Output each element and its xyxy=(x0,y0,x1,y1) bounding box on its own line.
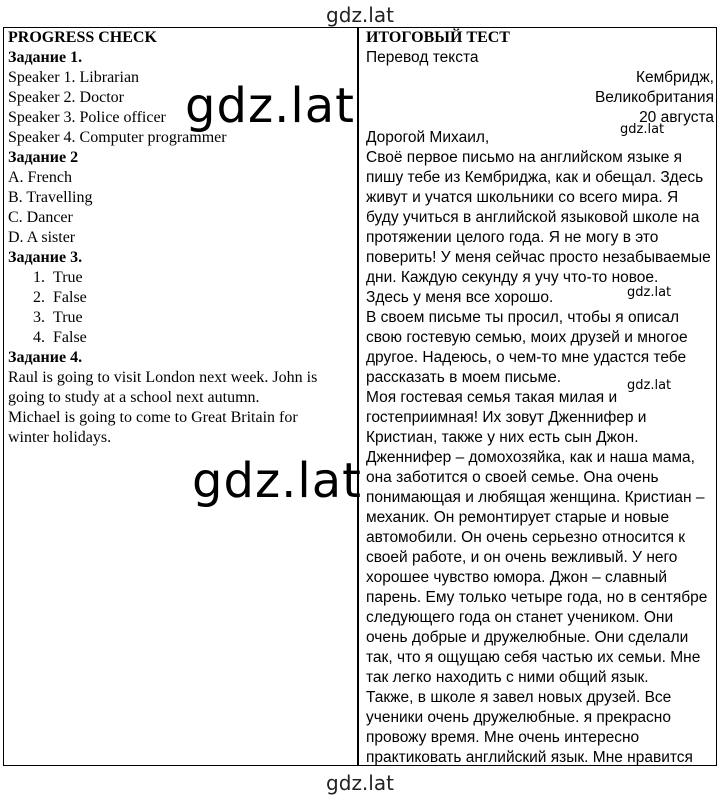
letter-line: она заботится о своей семье. Она очень xyxy=(366,469,659,486)
watermark-large: gdz.lat xyxy=(192,453,362,509)
letter-line: Своё первое письмо на английском языке я xyxy=(366,149,683,166)
letter-line: провожу время. Мне очень интересно xyxy=(366,729,640,746)
watermark-small: gdz.lat xyxy=(620,122,665,137)
letter-line: Дженнифер – домохозяйка, как и наша мама, xyxy=(366,449,695,466)
letter-line: ученики очень дружелюбные. я прекрасно xyxy=(366,709,671,726)
letter-body xyxy=(366,128,714,768)
address-city: Кембридж, xyxy=(635,69,714,86)
task3-heading: Задание 3. xyxy=(8,249,83,266)
letter-line: Кристиан, также у них есть сын Джон. xyxy=(366,429,639,446)
letter-line: буду учиться в английской языковой школе на xyxy=(366,209,700,226)
answer4-line: Michael is going to come to Great Britain for xyxy=(8,409,298,426)
answer3-value: True xyxy=(53,269,83,286)
letter-line: парень. Ему только четыре года, но в сентябре xyxy=(366,589,708,606)
letter-line: практиковать английский язык. Мне нравится xyxy=(366,749,693,766)
answer2-a: A. French xyxy=(8,169,72,186)
task2-heading: Задание 2 xyxy=(8,149,79,166)
letter-line: живут и учатся школьники со всего мира. Я xyxy=(366,189,679,206)
speaker-2: Speaker 2. Doctor xyxy=(8,89,124,106)
letter-line: очень добрые и дружелюбные. Они сделали xyxy=(366,629,689,646)
right-border xyxy=(716,27,717,765)
watermark-small: gdz.lat xyxy=(627,285,672,300)
answer3-number: 3. xyxy=(33,309,45,326)
answer3-number: 2. xyxy=(33,289,45,306)
answer2-b: B. Travelling xyxy=(8,189,93,206)
answer3-item xyxy=(8,288,354,308)
letter-line: следующего года он станет учеником. Они xyxy=(366,609,674,626)
letter-line: Также, в школе я завел новых друзей. Все xyxy=(366,689,672,706)
progress-check-title: PROGRESS CHECK xyxy=(8,29,157,46)
column-divider xyxy=(357,27,359,765)
answer3-number: 1. xyxy=(33,269,45,286)
answer4-line: Raul is going to visit London next week. John is xyxy=(8,369,318,386)
answer3-item xyxy=(8,268,354,288)
letter-line: понимающая и любящая женщина. Кристиан – xyxy=(366,489,705,506)
letter-line: гостеприимная! Их зовут Дженнифер и xyxy=(366,409,647,426)
letter-line: так легко находить с ними общий язык. xyxy=(366,669,649,686)
speaker-1: Speaker 1. Librarian xyxy=(8,69,140,86)
letter-line: поверить! У меня сейчас просто незабываемые xyxy=(366,249,711,266)
letter-line: пишу тебе из Кембриджа, как и обещал. Здесь xyxy=(366,169,704,186)
letter-line: своей работе, и он очень вежливый. У него xyxy=(366,549,678,566)
task4-heading: Задание 4. xyxy=(8,349,83,366)
watermark-small: gdz.lat xyxy=(627,378,672,393)
letter-line: свою гостевую семью, моих друзей и многое xyxy=(366,329,688,346)
answer3-item xyxy=(8,328,354,348)
letter-line: В своем письме ты просил, чтобы я описал xyxy=(366,309,680,326)
answer4-line: winter holidays. xyxy=(8,429,112,446)
letter-line: другое. Надеюсь, о чем-то мне удастся тебе xyxy=(366,349,687,366)
right-column xyxy=(366,28,714,768)
letter-line: Дорогой Михаил, xyxy=(366,129,490,146)
watermark-bottom: gdz.lat xyxy=(326,771,394,795)
letter-line: протяжении целого года. Я не могу в это xyxy=(366,229,659,246)
speaker-3: Speaker 3. Police officer xyxy=(8,109,166,126)
answer2-d: D. A sister xyxy=(8,229,76,246)
letter-line: хорошее чувство юмора. Джон – славный xyxy=(366,569,668,586)
letter-line: Здесь у меня все хорошо. xyxy=(366,289,554,306)
answer3-value: False xyxy=(53,329,87,346)
translation-subtitle: Перевод текста xyxy=(366,49,479,66)
answer4-line: going to study at a school next autumn. xyxy=(8,389,260,406)
watermark-top: gdz.lat xyxy=(326,3,394,27)
letter-line: Моя гостевая семья такая милая и xyxy=(366,389,618,406)
watermark-large: gdz.lat xyxy=(185,78,355,134)
speaker-4: Speaker 4. Computer programmer xyxy=(8,129,227,146)
final-test-title: ИТОГОВЫЙ ТЕСТ xyxy=(366,29,510,46)
answer3-item xyxy=(8,308,354,328)
answer3-number: 4. xyxy=(33,329,45,346)
letter-line: автомобили. Он очень серьезно относится к xyxy=(366,529,686,546)
left-border xyxy=(3,27,4,765)
letter-line: механик. Он ремонтирует старые и новые xyxy=(366,509,670,526)
letter-date: 20 августа xyxy=(639,109,714,126)
address-country: Великобритания xyxy=(594,89,714,106)
task1-heading: Задание 1. xyxy=(8,49,83,66)
letter-line: так, что я ощущаю себя частью их семьи. Мне xyxy=(366,649,701,666)
answer2-c: C. Dancer xyxy=(8,209,73,226)
letter-line: дни. Каждую секунду я учу что-то новое. xyxy=(366,269,659,286)
answer3-value: False xyxy=(53,289,87,306)
answer3-value: True xyxy=(53,309,83,326)
letter-line: рассказать в моем письме. xyxy=(366,369,562,386)
